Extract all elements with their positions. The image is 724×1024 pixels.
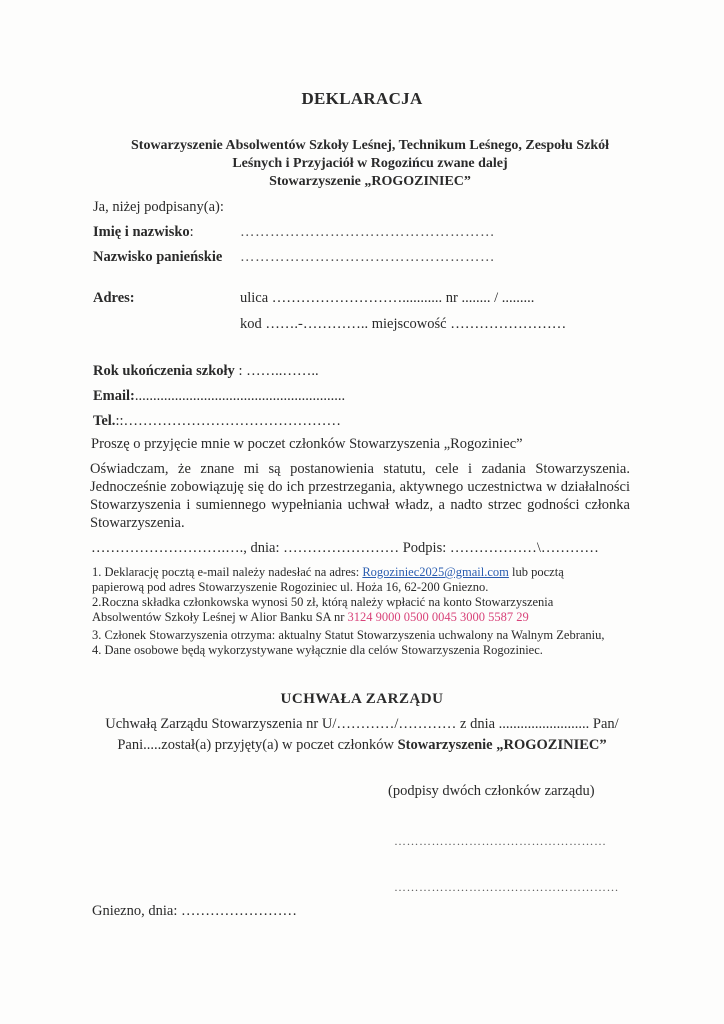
address-label: Adres: (93, 290, 135, 306)
document-title: DEKLARACJA (301, 89, 423, 108)
graduation-year-row[interactable] (93, 363, 319, 380)
note-1-line-2: papierową pod adres Stowarzyszenie Rogoziniec ul. Hoża 16, 62-200 Gniezno. (92, 580, 489, 594)
phone-label: Tel. (93, 413, 116, 429)
place-date-signature-line[interactable]: ……………………….…., dnia: …………………… Podpis: ………………\………… (91, 540, 599, 556)
email-label: Email: (93, 388, 135, 404)
name-label (93, 224, 194, 241)
phone-field[interactable]: ::……………………………………… (115, 413, 341, 429)
note-2: 2.Roczna składka członkowska wynosi 50 zł, którą należy wpłacić na konto Stowarzyszenia (92, 595, 554, 609)
postal-city-field[interactable]: kod …….-………….. miejscowość …………………… (240, 316, 567, 332)
notes-list (92, 565, 682, 658)
name-field[interactable]: …………………………………………… (240, 224, 495, 240)
resolution-line-2 (0, 737, 724, 754)
note-4: 4. Dane osobowe będą wykorzystywane wyłącznie dla celów Stowarzyszenia Rogoziniec. (92, 643, 543, 657)
name-label-colon: : (189, 224, 194, 240)
resolution-title: UCHWAŁA ZARZĄDU (280, 691, 444, 707)
org-name-line-3: Stowarzyszenie „ROGOZINIEC” (269, 174, 471, 189)
email-link[interactable]: Rogoziniec2025@gmail.com (362, 565, 509, 579)
street-field[interactable]: ulica ………………………........... nr ........ / ......... (240, 290, 535, 306)
resolution-org-name: Stowarzyszenie „ROGOZINIEC” (397, 737, 607, 753)
place-date-field[interactable]: Gniezno, dnia: …………………… (92, 903, 297, 919)
note-2-line-2 (92, 610, 682, 625)
resolution-line-2-text: Pani.....został(a) przyjęty(a) w poczet członków (117, 737, 398, 753)
email-field[interactable]: .......................................................... (134, 388, 346, 404)
org-name-line-2: Leśnych i Przyjaciół w Rogozińcu zwane dalej (232, 156, 508, 171)
note-1-text-after: lub pocztą (508, 565, 564, 579)
phone-row[interactable] (93, 413, 341, 430)
board-signature-field-2[interactable]: ……………………………………………… (394, 880, 619, 894)
note-3: 3. Członek Stowarzyszenia otrzyma: aktualny Statut Stowarzyszenia uchwalony na Walnym Zebraniu, (92, 628, 605, 642)
intro-text: Ja, niżej podpisany(a): (93, 199, 224, 215)
graduation-year-label: Rok ukończenia szkoły (93, 363, 235, 379)
org-name-line-1: Stowarzyszenie Absolwentów Szkoły Leśnej, Technikum Leśnego, Zespołu Szkół (131, 138, 609, 153)
note-1 (92, 565, 682, 580)
email-row[interactable] (93, 388, 345, 405)
graduation-year-field[interactable]: : ……..…….. (234, 363, 319, 379)
bank-account-number: 3124 9000 0500 0045 3000 5587 29 (347, 610, 529, 624)
declaration-paragraph: Oświadczam, że znane mi są postanowienia statutu, cele i zadania Stowarzyszenia. Jednocześnie zobowiązuję się do ich przestrzegania, aktywnego uczestnictwa w działalności Stowarzyszenia i sumiennego wypełniania uchwał władz, a nadto strzec godności członka Stowarzyszenia. (90, 461, 630, 531)
name-label-text: Imię i nazwisko (93, 224, 190, 240)
membership-request: Proszę o przyjęcie mnie w poczet członków Stowarzyszenia „Rogoziniec” (91, 436, 523, 452)
maiden-name-label: Nazwisko panieńskie (93, 249, 223, 265)
board-signatures-caption: (podpisy dwóch członków zarządu) (388, 783, 595, 799)
note-2-text: Absolwentów Szkoły Leśnej w Alior Banku SA nr (92, 610, 348, 624)
note-1-text: 1. Deklarację pocztą e-mail należy nadesłać na adres: (92, 565, 363, 579)
board-signature-field-1[interactable]: …………………………………………… (394, 834, 607, 848)
maiden-name-field[interactable]: …………………………………………… (240, 249, 495, 265)
resolution-line-1: Uchwałą Zarządu Stowarzyszenia nr U/…………/………… z dnia ......................... Pan/ (105, 716, 619, 732)
